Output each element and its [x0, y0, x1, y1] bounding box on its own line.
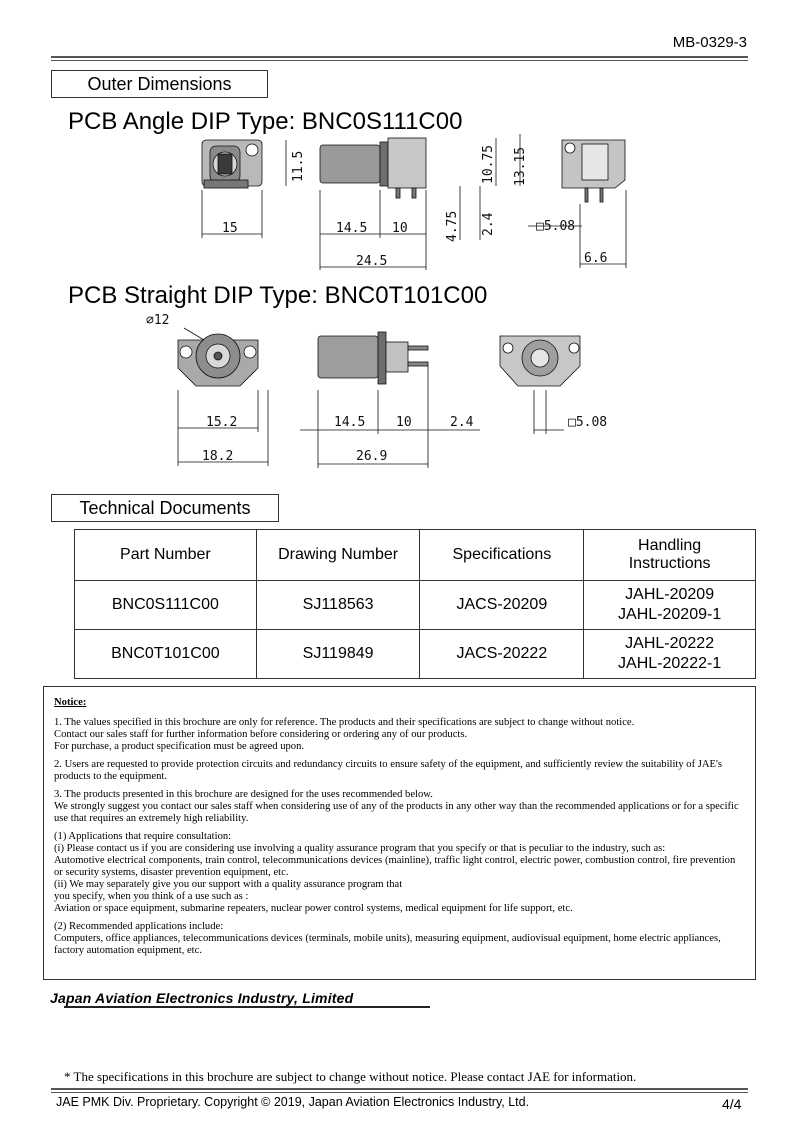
dim-angle-2-4: 2.4 [481, 212, 496, 236]
dim-straight-2-4: 2.4 [450, 415, 474, 430]
cell-part-number: BNC0T101C00 [75, 630, 257, 679]
angle-front-view [202, 140, 262, 188]
notice-paragraph: 1. The values specified in this brochure are only for reference. The products and their specifications are subject to change without notice. Contact our sales staff for further information before considering or ordering any of our products. For purchase, a product specification must be agreed upon. [54, 717, 635, 752]
angle-side-view [320, 138, 426, 198]
notice-paragraph: (2) Recommended applications include: Computers, office appliances, telecommunications devices (terminals, mobile units), measuring equipment, audiovisual equipment, home electric appliances, factory automation equipment, etc. [54, 921, 721, 956]
cell-specifications: JACS-20222 [420, 630, 584, 679]
straight-side-view [318, 332, 428, 384]
header-specifications: Specifications [420, 530, 584, 581]
dim-angle-6-6: 6.6 [584, 251, 608, 266]
header-part-number: Part Number [75, 530, 257, 581]
dim-angle-11-5: 11.5 [291, 150, 306, 182]
angle-type-heading: PCB Angle DIP Type: BNC0S111C00 [68, 108, 463, 135]
page-number: 4/4 [722, 1096, 742, 1112]
dim-angle-14-5: 14.5 [336, 221, 368, 236]
straight-dip-drawing [140, 306, 620, 476]
cell-handling-instructions: JAHL-20222 JAHL-20222-1 [584, 630, 756, 679]
footer-rule [51, 1088, 748, 1090]
dim-angle-10-75: 10.75 [481, 144, 496, 184]
angle-rear-view [562, 140, 625, 202]
dim-angle-10: 10 [392, 221, 408, 236]
dim-angle-15: 15 [222, 221, 238, 236]
straight-rear-view [500, 336, 580, 386]
cell-drawing-number: SJ119849 [256, 630, 420, 679]
notice-paragraph: 3. The products presented in this brochure are designed for the uses recommended below. We strongly suggest you contact our sales staff when considering use of any of the products in any other way than the recommended applications or for a specific use that requires an extremely high reliability. [54, 789, 739, 824]
table-row [75, 581, 756, 630]
notice-box [43, 686, 756, 980]
notice-title: Notice: [54, 697, 87, 708]
dim-angle-square-5-08: □5.08 [536, 219, 576, 234]
dim-angle-24-5: 24.5 [356, 254, 388, 269]
copyright-text: JAE PMK Div. Proprietary. Copyright © 2019, Japan Aviation Electronics Industry, Ltd. [56, 1095, 530, 1109]
header-drawing-number: Drawing Number [256, 530, 420, 581]
notice-paragraph: 2. Users are requested to provide protection circuits and redundancy circuits to ensure safety of the equipment, and sufficiently review the suitability of JAE's products to the equipment. [54, 759, 723, 782]
table-row [75, 630, 756, 679]
dim-angle-4-75: 4.75 [445, 210, 460, 242]
notice-paragraph: (1) Applications that require consultation: (i) Please contact us if you are considering use involving a quality assurance program that you specify or that is peculiar to the industry, such as: Automotive electrical components, train control, telecommunications devices (mainline), traffic light control, electric power, combustion control, fire prevention or security systems, disaster prevention equipment, etc. (ii) We may separately give you our support with a quality assurance program that you specify, when you think of a use such as : Aviation or space equipment, submarine repeaters, nuclear power control systems, medical equipment for life support, etc. [54, 831, 736, 914]
header-rule-thin [51, 60, 748, 61]
dim-straight-26-9: 26.9 [356, 449, 388, 464]
company-logo-underline [64, 1006, 430, 1008]
angle-dip-drawing [190, 130, 640, 275]
cell-handling-instructions: JAHL-20209 JAHL-20209-1 [584, 581, 756, 630]
section-title-outer-dimensions: Outer Dimensions [51, 70, 268, 98]
dim-straight-15-2: 15.2 [206, 415, 238, 430]
dim-straight-18-2: 18.2 [202, 449, 234, 464]
cell-specifications: JACS-20209 [420, 581, 584, 630]
footnote: * The specifications in this brochure are subject to change without notice. Please contact JAE for information. [64, 1069, 637, 1084]
dim-straight-14-5: 14.5 [334, 415, 366, 430]
dim-angle-13-15: 13.15 [513, 146, 528, 186]
header-rule [51, 56, 748, 58]
company-logo-text: Japan Aviation Electronics Industry, Limited [50, 990, 354, 1006]
cell-part-number: BNC0S111C00 [75, 581, 257, 630]
cell-drawing-number: SJ118563 [256, 581, 420, 630]
straight-type-heading: PCB Straight DIP Type: BNC0T101C00 [68, 282, 488, 309]
section-title-technical-documents: Technical Documents [51, 494, 279, 522]
dim-straight-square-5-08: □5.08 [568, 415, 608, 430]
header-handling-instructions: Handling Instructions [584, 530, 756, 581]
table-header-row [75, 530, 756, 581]
dim-straight-diameter-12: ∅12 [146, 313, 170, 328]
document-number: MB-0329-3 [672, 34, 747, 51]
dim-straight-10: 10 [396, 415, 412, 430]
footer-rule-thin [51, 1092, 748, 1093]
straight-front-view [178, 334, 258, 386]
technical-documents-table [74, 529, 756, 679]
